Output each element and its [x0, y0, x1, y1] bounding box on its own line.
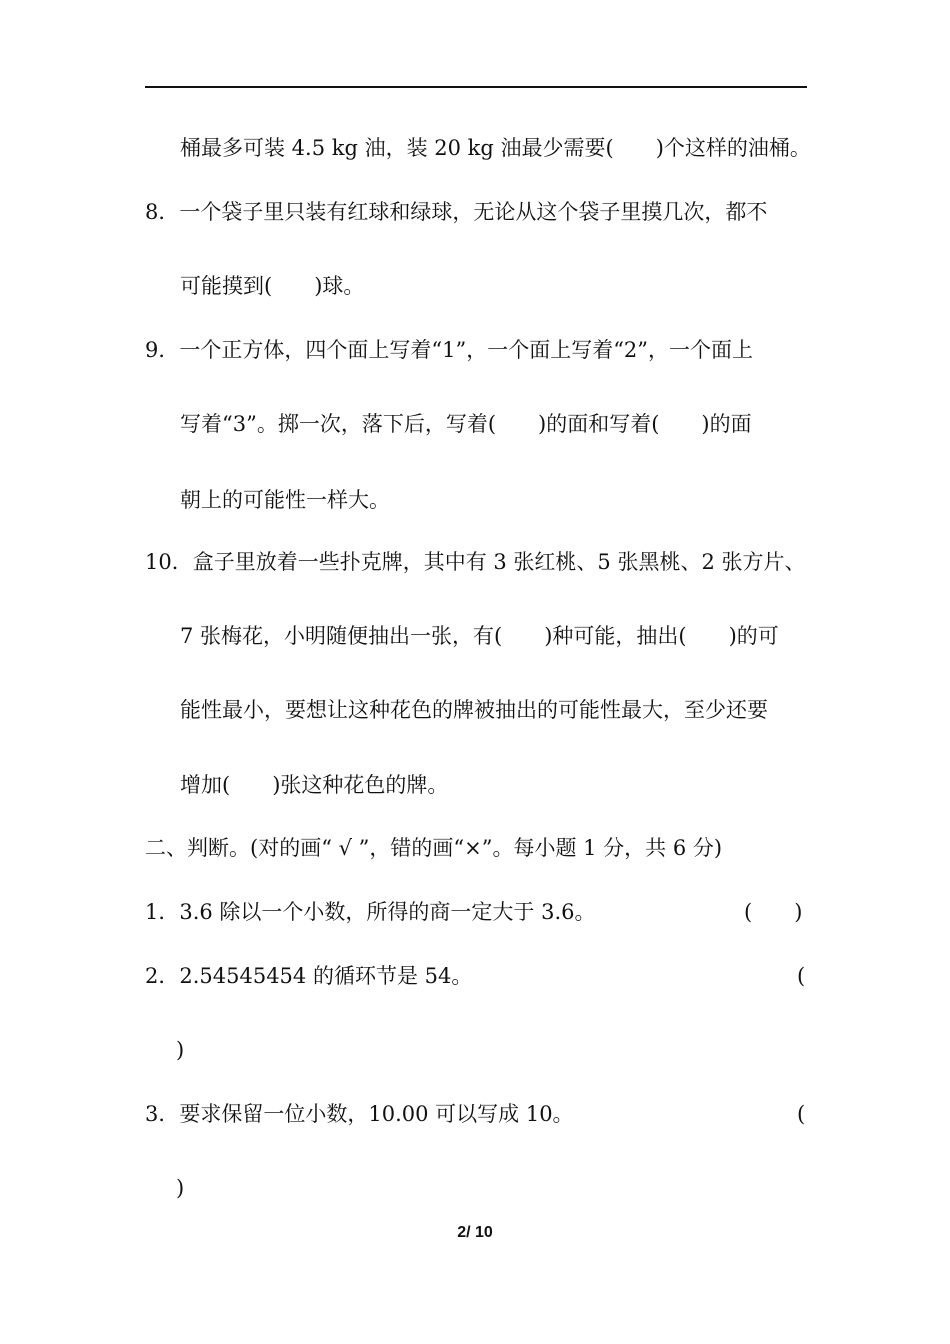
judge-2-paren-open: (	[797, 964, 806, 988]
judge-3-paren-open: (	[797, 1102, 806, 1126]
judge-2-text: 2．2.54545454 的循环节是 54。	[145, 964, 473, 988]
question-10-line-2: 7 张梅花，小明随便抽出一张，有( )种可能，抽出( )的可	[180, 624, 779, 648]
question-8-line-2: 可能摸到( )球。	[180, 274, 365, 298]
question-10-line-3: 能性最小，要想让这种花色的牌被抽出的可能性最大，至少还要	[180, 698, 768, 722]
question-7-continued: 桶最多可装 4.5 kg 油，装 20 kg 油最少需要( )个这样的油桶。	[180, 136, 811, 160]
judge-1-text: 1．3.6 除以一个小数，所得的商一定大于 3.6。	[145, 900, 596, 924]
question-10-line-4: 增加( )张这种花色的牌。	[180, 773, 449, 797]
judge-2-paren-close: )	[176, 1038, 185, 1062]
judge-1-answer-paren: ( )	[744, 900, 803, 924]
question-9-line-3: 朝上的可能性一样大。	[180, 488, 390, 512]
judge-3-text: 3．要求保留一位小数，10.00 可以写成 10。	[145, 1102, 574, 1126]
header-rule	[145, 86, 807, 88]
question-8-line-1: 8．一个袋子里只装有红球和绿球，无论从这个袋子里摸几次，都不	[145, 200, 768, 224]
question-10-line-1: 10．盒子里放着一些扑克牌，其中有 3 张红桃、5 张黑桃、2 张方片、	[145, 550, 806, 574]
question-9-line-2: 写着“3”。掷一次，落下后，写着( )的面和写着( )的面	[180, 412, 752, 436]
judge-3-paren-close: )	[176, 1176, 185, 1200]
page-number: 2/ 10	[457, 1224, 493, 1241]
question-9-line-1: 9．一个正方体，四个面上写着“1”，一个面上写着“2”，一个面上	[145, 338, 754, 362]
section-2-heading: 二、判断。(对的画“ √ ”，错的画“×”。每小题 1 分，共 6 分)	[145, 836, 723, 860]
